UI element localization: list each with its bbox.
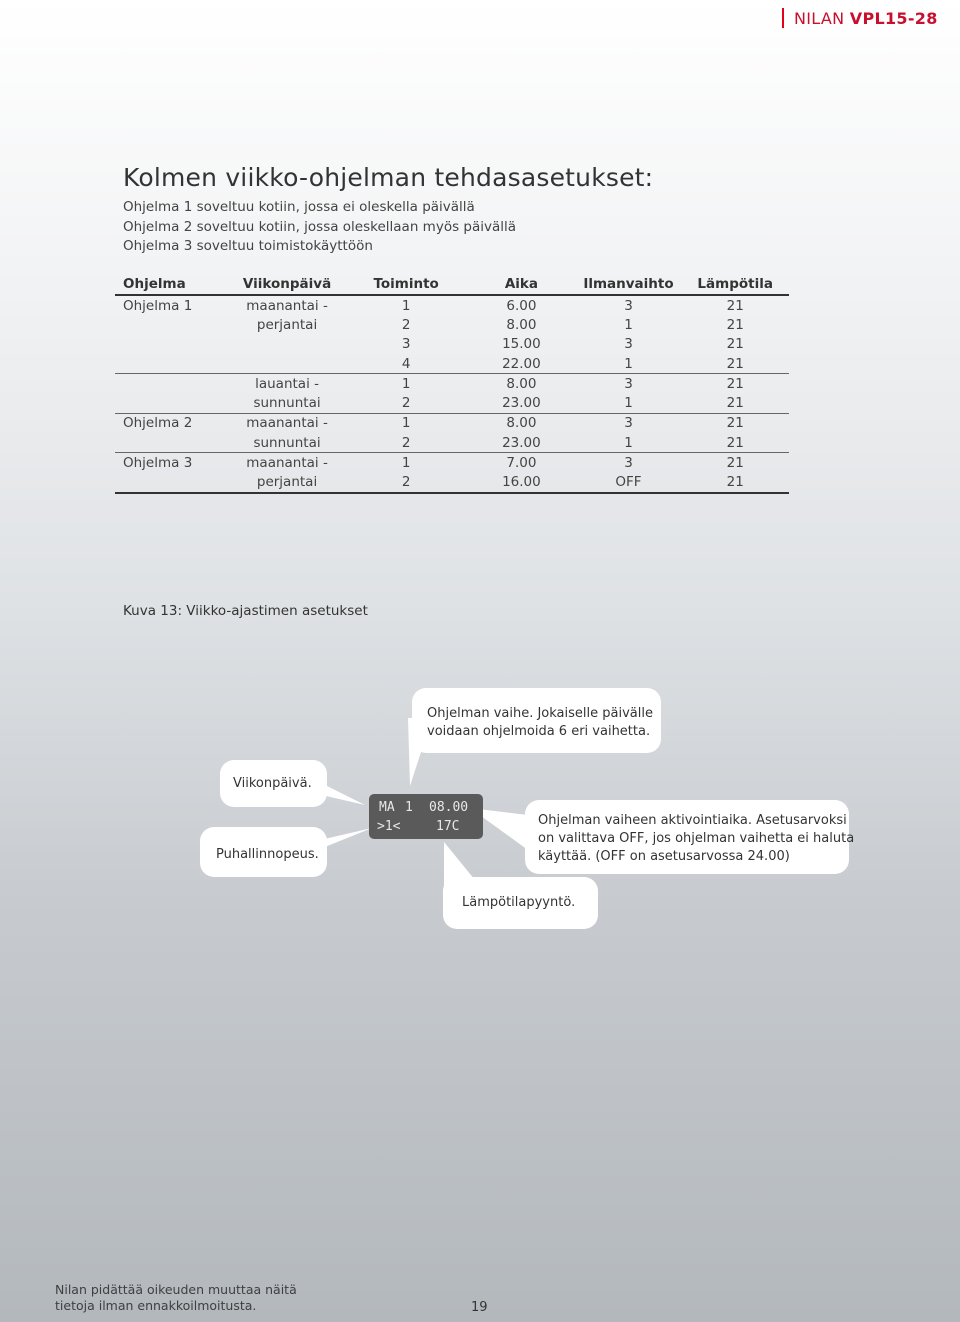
page-number: 19 (471, 1300, 488, 1315)
table-cell: maanantai - (246, 297, 328, 314)
table-cell: 3 (624, 336, 633, 353)
table-cell: sunnuntai (253, 395, 321, 412)
footer-line: tietoja ilman ennakkoilmoitusta. (55, 1298, 257, 1313)
footer-disclaimer (55, 1282, 297, 1314)
table-cell: 1 (624, 395, 633, 412)
table-cell: 1 (624, 355, 633, 372)
weekday-callout (220, 760, 327, 807)
callout-text: käyttää. (OFF on asetusarvossa 24.00) (538, 849, 790, 864)
table-cell: Ohjelma 1 (123, 297, 193, 314)
display-temperature: 17C (436, 819, 460, 834)
callout-text: on valittava OFF, jos ohjelman vaihetta ei haluta (538, 831, 855, 846)
table-cell: 7.00 (467, 453, 575, 473)
table-cell: 1 (345, 413, 467, 433)
table-cell: maanantai - (229, 413, 345, 433)
intro-line: Ohjelma 2 soveltuu kotiin, jossa oleskellaan myös päivällä (123, 218, 517, 235)
table-cell: sunnuntai (253, 434, 321, 451)
callout-text: Lämpötilapyyntö. (462, 895, 576, 910)
display-time: 08.00 (429, 800, 469, 815)
activation-time-callout (525, 800, 855, 874)
table-cell: 21 (681, 413, 789, 433)
table-cell: 23.00 (502, 395, 541, 412)
callout-text: Ohjelman vaihe. Jokaiselle päivälle (427, 706, 653, 721)
callout-text: voidaan ohjelmoida 6 eri vaihetta. (427, 724, 651, 739)
table-cell: 3 (576, 374, 682, 394)
table-cell: 2 (401, 395, 411, 412)
table-cell: perjantai (256, 316, 318, 333)
callout-text: Viikonpäivä. (233, 776, 312, 791)
table-cell: 23.00 (502, 434, 541, 451)
table-cell: 21 (726, 336, 744, 353)
table-cell: 21 (726, 316, 744, 333)
control-display (369, 794, 483, 839)
table-cell: 8.00 (506, 316, 537, 333)
column-header: Ilmanvaihto (576, 274, 682, 295)
table-cell: lauantai - (229, 374, 345, 394)
table-cell: 22.00 (502, 355, 541, 372)
table-cell: 21 (681, 374, 789, 394)
display-step: 1 (405, 800, 413, 815)
column-header: Aika (467, 274, 575, 295)
table-cell: 3 (576, 413, 682, 433)
table-cell: 6.00 (506, 297, 537, 314)
table-cell: 3 (401, 336, 411, 353)
table-cell: Ohjelma 3 (115, 453, 229, 473)
table-cell: 1 (345, 374, 467, 394)
callout-text: Ohjelman vaiheen aktivointiaika. Asetusarvoksi (538, 813, 847, 828)
column-header: Ohjelma (115, 274, 229, 295)
table-cell: 1 (624, 434, 633, 451)
page-title: Kolmen viikko-ohjelman tehdasasetukset: (123, 163, 654, 192)
table-cell: OFF (576, 473, 682, 493)
table-cell: Ohjelma 2 (115, 413, 229, 433)
table-cell: 8.00 (467, 374, 575, 394)
table-cell: 1 (401, 297, 411, 314)
table-cell: 21 (726, 355, 744, 372)
footer-line: Nilan pidättää oikeuden muuttaa näitä (55, 1282, 297, 1297)
table-cell: 1 (624, 316, 633, 333)
phase-callout (412, 688, 661, 753)
model-name: VPL15-28 (849, 9, 938, 28)
table-cell: 8.00 (467, 413, 575, 433)
table-cell: 3 (576, 453, 682, 473)
table-cell: 16.00 (467, 473, 575, 493)
intro-line: Ohjelma 3 soveltuu toimistokäyttöön (123, 238, 373, 254)
table-cell: maanantai - (229, 453, 345, 473)
brand-name: NILAN (794, 9, 845, 28)
display-day: MA (379, 800, 395, 815)
intro-line: Ohjelma 1 soveltuu kotiin, jossa ei oleskella päivällä (123, 199, 475, 215)
table-cell: 2 (401, 434, 411, 451)
figure-caption: Kuva 13: Viikko-ajastimen asetukset (123, 603, 368, 619)
fan-speed-callout (200, 827, 327, 877)
column-header: Toiminto (345, 274, 467, 295)
table-cell: 2 (345, 473, 467, 493)
table-cell: 21 (681, 453, 789, 473)
table-cell: 4 (401, 355, 411, 372)
table-cell: 1 (345, 453, 467, 473)
table-cell: 21 (726, 395, 744, 412)
column-header: Lämpötila (681, 274, 789, 295)
column-header: Viikonpäivä (229, 274, 345, 295)
display-fan-speed: >1< (377, 819, 401, 834)
table-cell: 21 (726, 434, 744, 451)
table-cell: 3 (624, 297, 633, 314)
table-cell: perjantai (229, 473, 345, 493)
table-cell: 21 (726, 297, 744, 314)
callout-text: Puhallinnopeus. (216, 847, 319, 862)
table-cell: 15.00 (502, 336, 541, 353)
table-cell: 21 (681, 473, 789, 493)
temperature-callout (443, 877, 598, 929)
table-cell: 2 (401, 316, 411, 333)
